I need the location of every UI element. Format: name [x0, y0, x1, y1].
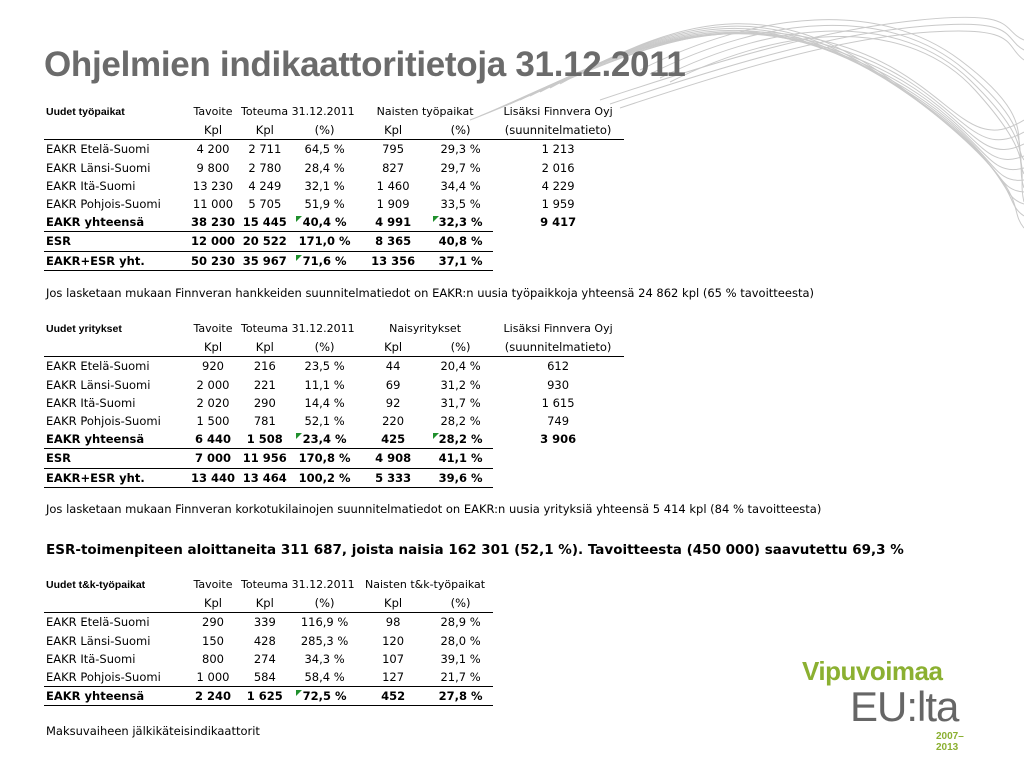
table-cell: 32,1 % [304, 178, 345, 193]
table-cell: 98 [385, 615, 401, 630]
table-row [44, 613, 493, 632]
table-cell: 28,2 % [429, 430, 493, 449]
table-cell: 13 440 [188, 468, 238, 487]
table-cell: 34,3 % [304, 651, 345, 666]
table-cell: 4 908 [358, 449, 429, 468]
table-cell: 11 956 [238, 449, 292, 468]
table-cell: 3 906 [540, 432, 577, 447]
table-cell: 37,1 % [429, 251, 493, 270]
table-row-grand-total [44, 468, 624, 487]
table-cell: 29,7 % [440, 160, 481, 175]
unit-label: (suunnitelmatieto) [493, 121, 624, 140]
table-cell: 107 [382, 651, 405, 666]
table-cell: 2 711 [248, 142, 282, 157]
table-row [44, 412, 624, 430]
table-row-total [44, 430, 624, 449]
unit-label: Kpl [238, 121, 292, 140]
row-label: EAKR Itä-Suomi [46, 178, 136, 193]
logo-main-text: EU:lta [850, 683, 959, 730]
table-cell: 2 016 [541, 160, 575, 175]
row-label: ESR [44, 449, 188, 468]
esr-summary: ESR-toimenpiteen aloittaneita 311 687, joista naisia 162 301 (52,1 %). Tavoitteesta (450 000) saavutettu 69,3 % [46, 542, 904, 558]
row-label: EAKR Länsi-Suomi [46, 377, 151, 392]
unit-label: (%) [292, 121, 358, 140]
column-header: Lisäksi Finnvera Oyj [503, 105, 613, 118]
table-cell: 9 800 [196, 160, 230, 175]
table-row-total [44, 687, 493, 706]
column-header: Tavoite [193, 322, 233, 335]
table-row [44, 177, 624, 195]
unit-label: (suunnitelmatieto) [493, 338, 624, 357]
row-label: EAKR Itä-Suomi [46, 395, 136, 410]
table-row-total [44, 213, 624, 232]
table-row [44, 394, 624, 412]
table-subheader-row [44, 121, 624, 140]
table-cell: 8 365 [358, 232, 429, 251]
row-label: ESR [44, 232, 188, 251]
table-cell: 29,3 % [440, 142, 481, 157]
table-cell: 116,9 % [300, 615, 349, 630]
table-header-row [44, 103, 624, 121]
table-cell: 2 020 [196, 395, 230, 410]
table-row [44, 668, 493, 687]
row-label: EAKR Etelä-Suomi [46, 359, 150, 374]
table-cell: 13 230 [192, 178, 234, 193]
logo-top-text: Vipuvoimaa [802, 656, 943, 686]
row-label: EAKR yhteensä [46, 215, 145, 230]
table-cell: 31,7 % [440, 395, 481, 410]
vipuvoimaa-logo [802, 656, 964, 753]
row-label: EAKR Länsi-Suomi [46, 160, 151, 175]
table-row [44, 140, 624, 159]
table-cell: 34,4 % [440, 178, 481, 193]
table-cell: 220 [382, 414, 405, 429]
unit-label: Kpl [238, 594, 292, 613]
table-cell: 290 [253, 395, 276, 410]
table-cell: 40,4 % [292, 213, 358, 232]
row-label: EAKR Etelä-Suomi [46, 615, 150, 630]
column-header: Naisten t&k-työpaikat [365, 578, 486, 591]
new-companies-table [44, 320, 624, 488]
page-title: Ohjelmien indikaattoritietoja 31.12.2011 [44, 45, 686, 84]
table-cell: 1 460 [376, 178, 410, 193]
unit-label: Kpl [358, 338, 429, 357]
table-cell: 120 [382, 633, 405, 648]
table-row [44, 195, 624, 213]
table-cell: 428 [253, 633, 276, 648]
table-cell: 1 625 [238, 687, 292, 706]
table-cell: 781 [253, 414, 276, 429]
table-cell: 4 249 [248, 178, 282, 193]
table-cell: 5 333 [358, 468, 429, 487]
table-cell: 2 780 [248, 160, 282, 175]
row-label: EAKR Etelä-Suomi [46, 142, 150, 157]
unit-label: Kpl [188, 121, 238, 140]
table-cell: 2 000 [196, 377, 230, 392]
table-cell: 216 [253, 359, 276, 374]
rd-jobs-table [44, 576, 493, 706]
table-cell: 39,6 % [429, 468, 493, 487]
column-header: Naisyritykset [389, 322, 462, 335]
row-label: EAKR Pohjois-Suomi [46, 670, 161, 685]
table-cell: 425 [381, 432, 406, 447]
table-cell: 50 230 [188, 251, 238, 270]
table-cell: 14,4 % [304, 395, 345, 410]
table-cell: 20 522 [238, 232, 292, 251]
table-title: Uudet t&k-työpaikat [46, 579, 146, 591]
table-cell: 71,6 % [292, 251, 358, 270]
unit-label: Kpl [358, 594, 429, 613]
table-cell: 4 991 [375, 215, 412, 230]
table-cell: 21,7 % [440, 670, 481, 685]
note-finnvera-companies: Jos lasketaan mukaan Finnveran korkotukilainojen suunnitelmatiedot on EAKR:n uusia yrityksiä yhteensä 5 414 kpl (84 % tavoitteesta) [46, 502, 822, 516]
table-cell: 28,9 % [440, 615, 481, 630]
table-cell: 1 959 [541, 197, 575, 212]
table-cell: 930 [547, 377, 570, 392]
table-row [44, 376, 624, 394]
column-header: Lisäksi Finnvera Oyj [503, 322, 613, 335]
table-cell: 28,2 % [440, 414, 481, 429]
table-cell: 44 [385, 359, 401, 374]
row-label: EAKR Pohjois-Suomi [46, 414, 161, 429]
unit-label: (%) [429, 338, 493, 357]
table-row-grand-total [44, 251, 624, 270]
table-cell: 13 464 [238, 468, 292, 487]
table-cell: 13 356 [358, 251, 429, 270]
table-cell: 170,8 % [292, 449, 358, 468]
table-cell: 15 445 [242, 215, 287, 230]
table-cell: 920 [202, 359, 224, 374]
logo-years-text: 2007–2013 [936, 731, 964, 753]
table-cell: 23,5 % [304, 359, 345, 374]
table-cell: 1 615 [541, 395, 575, 410]
table-cell: 33,5 % [440, 197, 481, 212]
table-cell: 38 230 [191, 215, 236, 230]
table-cell: 52,1 % [304, 414, 345, 429]
table-cell: 1 500 [196, 414, 230, 429]
table-cell: 274 [253, 651, 276, 666]
unit-label: (%) [292, 594, 358, 613]
row-label: EAKR+ESR yht. [44, 251, 188, 270]
column-header: Toteuma 31.12.2011 [241, 322, 355, 335]
row-label: EAKR Länsi-Suomi [46, 633, 151, 648]
table-cell: 11,1 % [304, 377, 345, 392]
table-cell: 51,9 % [304, 197, 345, 212]
table-cell: 100,2 % [292, 468, 358, 487]
table-cell: 92 [385, 395, 401, 410]
column-header: Tavoite [193, 105, 233, 118]
table-cell: 41,1 % [429, 449, 493, 468]
table-header-row [44, 320, 624, 338]
table-cell: 4 229 [541, 178, 575, 193]
table-cell: 612 [547, 359, 570, 374]
table-row [44, 632, 493, 650]
unit-label: (%) [429, 121, 493, 140]
row-label: EAKR+ESR yht. [44, 468, 188, 487]
table-cell: 1 909 [376, 197, 410, 212]
unit-label: Kpl [188, 338, 238, 357]
table-cell: 64,5 % [304, 142, 345, 157]
table-subheader-row [44, 338, 624, 357]
unit-label: (%) [292, 338, 358, 357]
table-cell: 150 [202, 633, 224, 648]
table-cell: 40,8 % [429, 232, 493, 251]
table-cell: 58,4 % [304, 670, 345, 685]
table-cell: 749 [547, 414, 570, 429]
table-cell: 171,0 % [292, 232, 358, 251]
table-cell: 1 000 [196, 670, 230, 685]
table-cell: 795 [382, 142, 405, 157]
table-cell: 1 213 [541, 142, 575, 157]
row-label: EAKR yhteensä [46, 432, 145, 447]
table-cell: 452 [358, 687, 429, 706]
table-cell: 7 000 [188, 449, 238, 468]
column-header: Naisten työpaikat [376, 105, 474, 118]
table-cell: 9 417 [540, 215, 577, 230]
table-cell: 339 [253, 615, 276, 630]
table-header-row [44, 576, 493, 594]
table-cell: 127 [382, 670, 405, 685]
note-payment-phase: Maksuvaiheen jälkikäteisindikaattorit [46, 724, 260, 738]
table-cell: 23,4 % [292, 430, 358, 449]
table-cell: 12 000 [188, 232, 238, 251]
row-label: EAKR Pohjois-Suomi [46, 197, 161, 212]
table-cell: 20,4 % [440, 359, 481, 374]
table-cell: 584 [253, 670, 276, 685]
table-cell: 4 200 [196, 142, 230, 157]
table-row-esr [44, 232, 624, 251]
unit-label: (%) [429, 594, 493, 613]
table-cell: 31,2 % [440, 377, 481, 392]
table-cell: 11 000 [192, 197, 234, 212]
table-subheader-row [44, 594, 493, 613]
row-label: EAKR Itä-Suomi [46, 651, 136, 666]
table-cell: 221 [253, 377, 276, 392]
table-cell: 35 967 [238, 251, 292, 270]
note-finnvera-jobs: Jos lasketaan mukaan Finnveran hankkeiden suunnitelmatiedot on EAKR:n uusia työpaikkoja yhteensä 24 862 kpl (65 % tavoitteesta) [46, 286, 814, 300]
table-cell: 5 705 [248, 197, 282, 212]
table-cell: 28,4 % [304, 160, 345, 175]
column-header: Toteuma 31.12.2011 [241, 578, 355, 591]
table-cell: 39,1 % [440, 651, 481, 666]
column-header: Tavoite [193, 578, 233, 591]
column-header: Toteuma 31.12.2011 [241, 105, 355, 118]
table-cell: 290 [202, 615, 224, 630]
new-jobs-table [44, 103, 624, 271]
table-cell: 6 440 [195, 432, 232, 447]
table-cell: 69 [385, 377, 401, 392]
row-label: EAKR yhteensä [44, 687, 188, 706]
table-cell: 32,3 % [429, 213, 493, 232]
unit-label: Kpl [188, 594, 238, 613]
table-cell: 827 [382, 160, 405, 175]
unit-label: Kpl [358, 121, 429, 140]
table-title: Uudet työpaikat [46, 106, 125, 118]
table-cell: 72,5 % [292, 687, 358, 706]
table-cell: 1 508 [246, 432, 283, 447]
table-cell: 800 [202, 651, 224, 666]
table-cell: 27,8 % [429, 687, 493, 706]
table-cell: 2 240 [188, 687, 238, 706]
table-cell: 28,0 % [440, 633, 481, 648]
table-row [44, 650, 493, 668]
table-row [44, 159, 624, 177]
unit-label: Kpl [238, 338, 292, 357]
table-cell: 285,3 % [300, 633, 349, 648]
table-row [44, 357, 624, 376]
table-row-esr [44, 449, 624, 468]
table-title: Uudet yritykset [46, 323, 122, 335]
